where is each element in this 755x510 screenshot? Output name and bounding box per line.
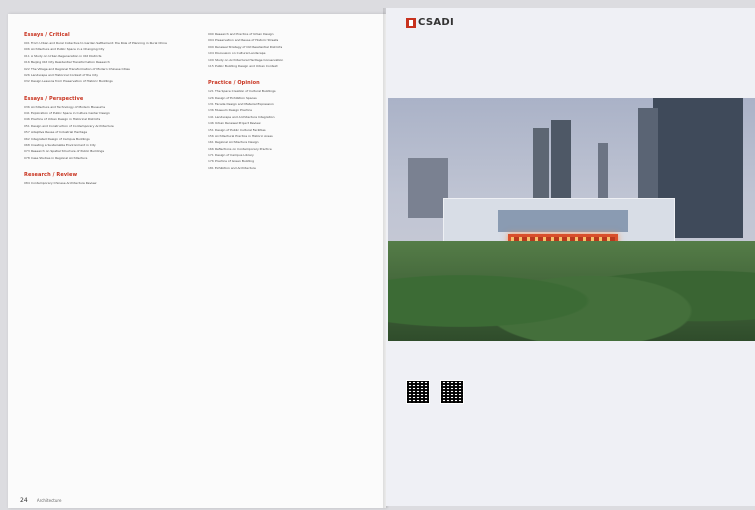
entry-page-number: 051 — [24, 123, 30, 128]
entry-title-en: Study on Architectural Heritage Conservation — [215, 57, 284, 62]
entry-title-en: Public Building Design and Urban Context — [215, 63, 278, 68]
entry-title-en: Research on Spatial Structure of Public Buildings — [31, 149, 105, 154]
entry-page-number: 109 — [208, 57, 214, 62]
entry-title-en: Facade Design and Material Expression — [215, 101, 274, 106]
entry-page-number: 032 — [24, 79, 30, 84]
toc-entry — [24, 79, 192, 83]
entry-title-en: Design Lessons from Preservation of Historic Buildings — [31, 79, 113, 84]
trees — [388, 241, 755, 341]
toc-entry — [208, 32, 378, 36]
entry-page-number: 006 — [24, 47, 30, 52]
entry-title-en: The Village and Regional Transformation of Modern Chinese Cities — [31, 66, 130, 71]
entry-page-number: 046 — [24, 117, 30, 122]
entry-title-en: Case Studies in Regional Architecture — [31, 155, 88, 160]
toc-entry — [208, 51, 378, 55]
entry-title-en: Contemporary Chinese Architecture Review — [31, 180, 97, 185]
toc-column-right — [208, 32, 378, 182]
toc-entry — [208, 147, 378, 151]
entry-page-number: 176 — [208, 159, 214, 164]
toc-entry — [208, 108, 378, 112]
toc-entry — [24, 67, 192, 71]
toc-entry — [208, 140, 378, 144]
entry-page-number: 115 — [208, 63, 214, 68]
entry-page-number: 078 — [24, 155, 30, 160]
entry-title-en: Design of Campus Library — [215, 153, 254, 158]
entry-title-en: Architecture and Technology of Modern Museums — [31, 104, 106, 109]
entry-page-number: 062 — [24, 136, 30, 141]
toc-entry — [208, 134, 378, 138]
entry-title-en: Regional Architecture Design — [215, 140, 259, 145]
entry-page-number: 181 — [208, 165, 214, 170]
entry-page-number: 156 — [208, 133, 214, 138]
toc-entry — [24, 156, 192, 160]
entry-title-en: Renewal Strategy of Old Residential Districts — [215, 44, 283, 49]
entry-title-en: Architecture and Public Space in a Changing City — [31, 47, 105, 52]
toc-entry — [24, 130, 192, 134]
entry-title-en: Design of Exhibition Spaces — [215, 95, 257, 100]
toc-entry — [208, 128, 378, 132]
toc-entry — [208, 96, 378, 100]
toc-entry — [208, 159, 378, 163]
entry-title-en: Exhibition and Architecture — [215, 165, 256, 170]
toc-column-left — [24, 32, 192, 197]
entry-page-number: 161 — [208, 140, 214, 145]
entry-title-en: Exploration of Public Space in Culture Center Design — [31, 110, 110, 115]
entry-page-number: 171 — [208, 153, 214, 158]
page-footer — [20, 497, 61, 504]
entry-page-number: 166 — [208, 146, 214, 151]
entry-title-en: Creating a Sustainable Environment in City — [31, 142, 96, 147]
qr-codes — [406, 380, 464, 405]
entry-page-number: 011 — [24, 53, 30, 58]
toc-entry — [208, 38, 378, 42]
entry-title-en: Architectural Practice in Historic Areas — [215, 133, 273, 138]
entry-title-en: The Space Creation of Cultural Buildings — [215, 89, 276, 94]
entry-page-number: 126 — [208, 95, 214, 100]
entry-page-number: 073 — [24, 149, 30, 154]
toc-entry — [24, 181, 192, 185]
entry-title-en: Practice of Green Building — [215, 159, 254, 164]
toc-entry — [208, 102, 378, 106]
entry-title-en: Landscape and Historical Context of the City — [31, 72, 98, 77]
entry-title-en: Design of Public Cultural Facilities — [215, 127, 266, 132]
entry-page-number: 084 — [24, 180, 30, 185]
entry-page-number: 036 — [24, 104, 30, 109]
entry-page-number: 057 — [24, 130, 30, 135]
toc-entry — [208, 153, 378, 157]
entry-page-number: 001 — [24, 41, 30, 45]
entry-page-number: 141 — [208, 114, 214, 119]
entry-page-number: 151 — [208, 127, 214, 132]
toc-entry — [208, 121, 378, 125]
entry-page-number: 146 — [208, 121, 214, 126]
entry-page-number: 131 — [208, 101, 214, 106]
entry-title-en: Practice of Urban Design in Historical Districts — [31, 117, 101, 122]
entry-page-number: 121 — [208, 89, 214, 94]
section-title: Essays / Perspective — [24, 95, 84, 102]
entry-page-number: 104 — [208, 51, 214, 56]
left-page — [8, 14, 386, 508]
qr-code-icon[interactable] — [440, 380, 464, 404]
entry-title-en: Preservation and Reuse of Historic Streets — [215, 38, 279, 43]
toc-entry — [208, 115, 378, 119]
toc-entry — [24, 137, 192, 141]
entry-page-number: 026 — [24, 72, 30, 77]
logo-mark-icon — [406, 18, 416, 28]
toc-entry — [208, 166, 378, 170]
entry-title-en: Research and Practice of Urban Design — [215, 32, 274, 36]
toc-entry — [208, 45, 378, 49]
toc-entry — [24, 111, 192, 115]
toc-section — [24, 96, 192, 160]
section-title: Practice / Opinion — [208, 80, 260, 87]
qr-code-icon[interactable] — [406, 380, 430, 404]
section-title: Research / Review — [24, 171, 78, 178]
toc-section — [208, 32, 378, 68]
entry-page-number: 022 — [24, 66, 30, 71]
entry-title-en: Design and Construction of Contemporary Architecture — [31, 123, 114, 128]
toc-entry — [24, 73, 192, 77]
entry-page-number: 016 — [24, 60, 30, 65]
toc-entry — [24, 124, 192, 128]
toc-entry — [24, 54, 192, 58]
page-number: 24 — [20, 497, 28, 504]
toc-section — [208, 80, 378, 170]
entry-title-en: From Urban and Rural Collective to Garden Settlement: the Role of Planning in Rural China — [31, 41, 167, 45]
toc-entry — [24, 117, 192, 121]
entry-page-number: 090 — [208, 32, 214, 36]
logo-name: CSADI — [418, 17, 454, 28]
toc-entry — [24, 105, 192, 109]
entry-title-en: Discussion on Cultural Landscape — [215, 51, 266, 56]
right-page — [386, 8, 755, 506]
entry-page-number: 136 — [208, 108, 214, 113]
building-photo — [388, 98, 755, 341]
entry-page-number: 041 — [24, 110, 30, 115]
toc-entry — [24, 143, 192, 147]
entry-title-en: Reflections on Contemporary Practice — [215, 146, 272, 151]
entry-page-number: 068 — [24, 142, 30, 147]
entry-title-en: Urban Renewal Project Review — [215, 121, 261, 126]
toc-section — [24, 172, 192, 185]
toc-entry — [24, 47, 192, 51]
entry-title-en: Beijing Old City Residential Transformation Research — [31, 60, 110, 65]
section-title: Essays / Critical — [24, 32, 70, 38]
entry-page-number: 099 — [208, 44, 214, 49]
toc-entry — [24, 149, 192, 153]
toc-entry — [208, 58, 378, 62]
toc-section — [24, 32, 192, 84]
publisher-logo — [406, 18, 454, 28]
entry-title-en: Adaptive Reuse of Industrial Heritage — [31, 130, 88, 135]
toc-entry — [208, 89, 378, 93]
entry-title-en: Museum Design Practice — [215, 108, 252, 113]
entry-title-en: Landscape and Architecture Integration — [215, 114, 275, 119]
entry-page-number: 094 — [208, 38, 214, 43]
entry-title-en: A Study on Urban Regeneration in Old Districts — [31, 53, 102, 58]
toc-entry — [208, 64, 378, 68]
toc-entry — [24, 41, 192, 45]
entry-title-en: Integrated Design of Campus Buildings — [31, 136, 90, 141]
toc-entry — [24, 60, 192, 64]
footer-text: Architecture — [36, 498, 62, 503]
